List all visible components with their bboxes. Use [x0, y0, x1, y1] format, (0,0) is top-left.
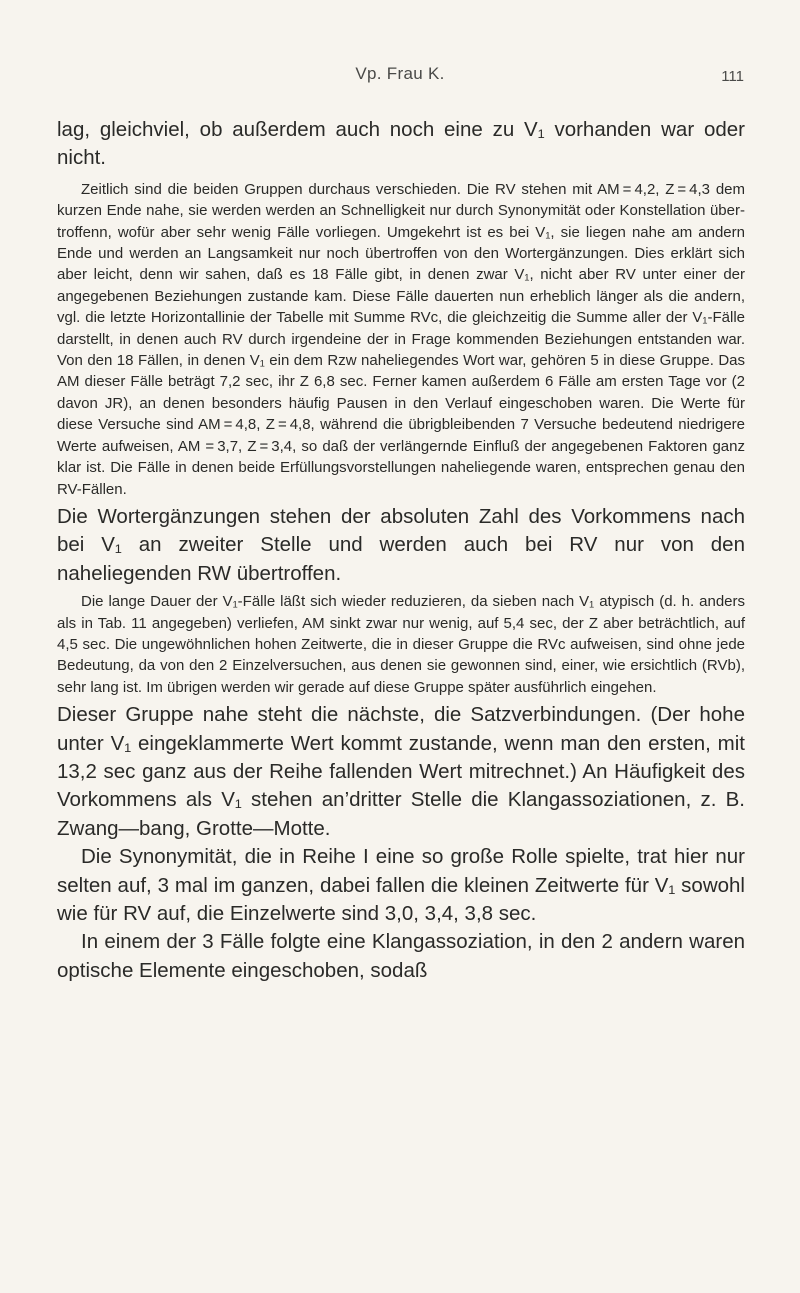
- page-number: 111: [721, 68, 744, 85]
- paragraph-large-text: Die Wortergänzungen stehen der absoluten Zahl des Vorkommens nach bei V₁ an zweiter Stelle und werden auch bei RV nur von den naheliegenden RW übertroffen.: [57, 504, 745, 585]
- paragraph-large-text: Dieser Gruppe nahe steht die nächste, die Satzverbindungen. (Der hohe unter V₁ eingeklammerte Wert kommt zustande, wenn man den ersten, mit 13,2 sec ganz aus der Reihe fallenden Wert mitrechnet.) An Häufigkeit des Vorkommens als V₁ stehen an’dritter Stelle die Klangassoziationen, z. B. Zwang—bang, Grotte—Motte.: [57, 703, 745, 840]
- paragraph-continuation: lag, gleichviel, ob außerdem auch noch eine zu V₁ vorhanden war oder nicht.: [57, 118, 745, 170]
- page-header: [0, 64, 800, 94]
- paragraph-small-text: Zeitlich sind die beiden Gruppen durchaus verschieden. Die RV stehen mit AM = 4,2, Z = 4,3 dem kurzen Ende nahe, sie werden werden an Schnelligkeit nur durch Synonymität oder Konstellation übertroffenn, wofür aber sehr wenig Fälle vorliegen. Umgekehrt ist es bei V₁, sie liegen nahe am andern Ende und werden an Langsamkeit nur noch übertroffen von den Wortergänzungen. Dies erklärt sich aber leicht, denn wir sahen, daß es 18 Fälle gibt, in denen zwar V₁, nicht aber RV unter einer der angegebenen Beziehungen zustande kam. Diese Fälle dauerten nun erheblich länger als die andern, vgl. die letzte Horizontallinie der Tabelle mit Summe RVc, die gleichzeitig die Summe aller der V₁-Fälle darstellt, in denen auch RV durch irgendeine der in Frage kommenden Beziehungen entstanden war. Von den 18 Fällen, in denen V₁ ein dem Rzw naheliegendes Wort war, gehören 5 in diese Gruppe. Das AM dieser Fälle beträgt 7,2 sec, ihr Z 6,8 sec. Ferner kamen außerdem 6 Fälle am ersten Tage vor (2 davon JR), an denen besonders häufig Pausen in den Verlauf eingeschoben waren. Die Werte für diese Versuche sind AM = 4,8, Z = 4,8, während die übrigbleibenden 7 Versuche bedeutend niedrigere Werte aufweisen, AM = 3,7, Z = 3,4, so daß der verlängernde Einfluß der angegebenen Faktoren ganz klar ist. Die Fälle in denen beide Erfüllungsvorstellungen naheliegende waren, entsprechen genau den RV-Fällen.: [57, 180, 745, 498]
- body-text: [57, 116, 745, 985]
- paragraph-small-text: Die lange Dauer der V₁-Fälle läßt sich wieder reduzieren, da sieben nach V₁ atypisch (d. h. anders als in Tab. 11 angegeben) verliefen, AM sinkt zwar nur wenig, auf 5,4 sec, der Z aber beträchtlich, auf 4,5 sec. Die ungewöhnlichen hohen Zeitwerte, die in dieser Gruppe die RVc aufweisen, sind ohne jede Bedeutung, da von den 2 Einzelversuchen, aus denen sie gewonnen sind, einer, wie ersichtlich (RVb), sehr lang ist. Im übrigen werden wir gerade auf diese Gruppe später ausführlich eingehen.: [57, 593, 745, 696]
- paragraph-large-text: Die Synonymität, die in Reihe I eine so große Rolle spielte, trat hier nur selten auf, 3 mal im ganzen, dabei fallen die kleinen Zeitwerte für V₁ sowohl wie für RV auf, die Einzelwerte sind 3,0, 3,4, 3,8 sec.: [57, 845, 745, 925]
- paragraph-large-text: In einem der 3 Fälle folgte eine Klangassoziation, in den 2 andern waren optische Elemente eingeschoben, sodaß: [57, 930, 745, 982]
- running-head: Vp. Frau K.: [355, 64, 445, 83]
